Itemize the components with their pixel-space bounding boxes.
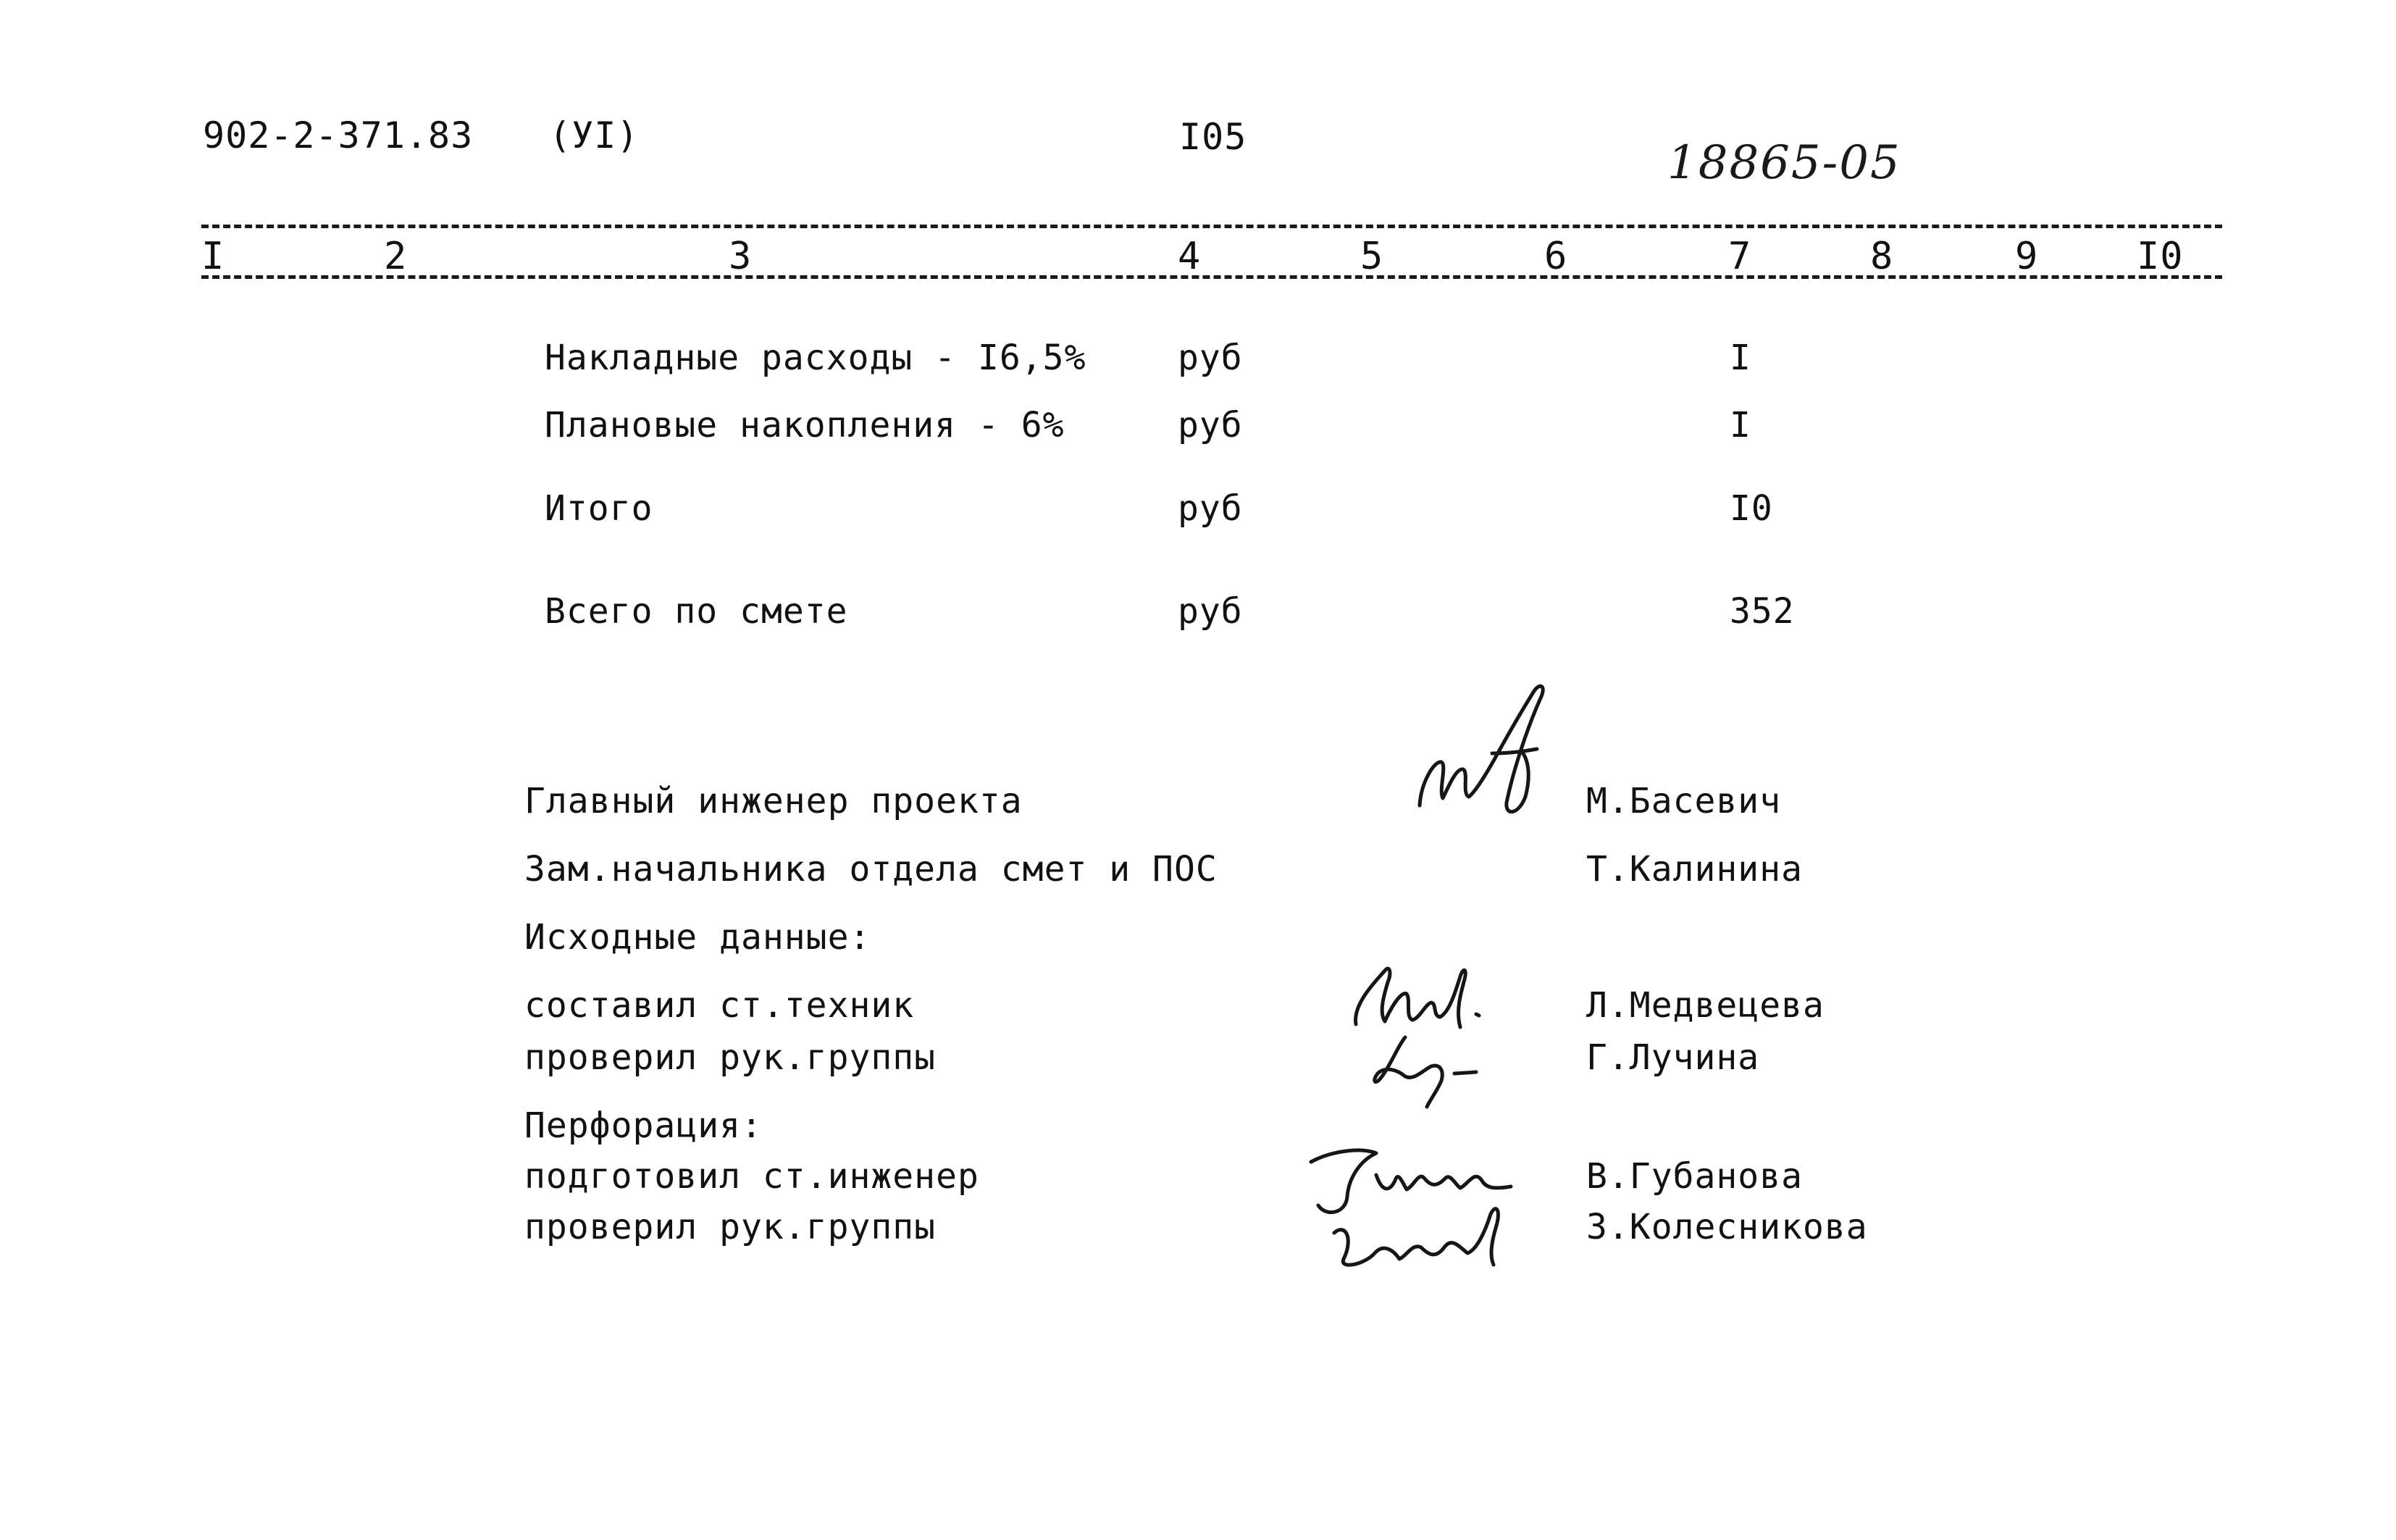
row-label: Итого bbox=[545, 488, 653, 529]
signature-source-kolesnik: Колесник bbox=[2180, 1440, 2249, 1455]
page-number: I05 bbox=[1179, 116, 1247, 158]
signature-luchina bbox=[1362, 1029, 1507, 1108]
signature-gubanova-kolesnikova bbox=[1297, 1137, 1536, 1282]
column-number-3: 3 bbox=[729, 235, 753, 278]
section-heading: Исходные данные: bbox=[524, 917, 871, 958]
signature-role: составил ст.техник bbox=[524, 985, 915, 1026]
signature-role: проверил рук.группы bbox=[524, 1037, 937, 1078]
column-number-4: 4 bbox=[1178, 235, 1202, 278]
signature-name: З.Колесникова bbox=[1586, 1207, 1868, 1247]
handwritten-number: 18865-05 bbox=[1667, 136, 1901, 190]
signature-name: Г.Лучина bbox=[1586, 1037, 1760, 1078]
signature-role: подготовил ст.инженер bbox=[524, 1156, 979, 1197]
signature-name: В.Губанова bbox=[1586, 1156, 1803, 1197]
signature-role: проверил рук.группы bbox=[524, 1207, 937, 1247]
column-number-2: 2 bbox=[384, 235, 408, 278]
signature-name: М.Басевич bbox=[1586, 781, 1782, 821]
row-value: I0 bbox=[1730, 488, 1773, 529]
signature-role: Зам.начальника отдела смет и ПОС bbox=[524, 849, 1218, 890]
signature-basevich bbox=[1405, 681, 1564, 826]
row-unit: руб bbox=[1178, 488, 1243, 529]
doc-code: 902-2-371.83 bbox=[203, 114, 474, 156]
row-label: Всего по смете bbox=[545, 591, 848, 632]
signature-medvetseva bbox=[1347, 958, 1492, 1037]
row-value: 352 bbox=[1730, 591, 1795, 632]
column-number-10: I0 bbox=[2137, 235, 2184, 278]
row-value: I bbox=[1730, 405, 1751, 445]
signature-name: Т.Калинина bbox=[1586, 849, 1803, 890]
section-heading: Перфорация: bbox=[524, 1105, 763, 1146]
dashed-line-top bbox=[201, 225, 2222, 228]
dashed-line-bottom bbox=[201, 275, 2222, 279]
column-number-1: I bbox=[201, 235, 225, 278]
column-number-7: 7 bbox=[1728, 235, 1752, 278]
volume-label: (УI) bbox=[549, 114, 640, 156]
row-unit: руб bbox=[1178, 591, 1243, 632]
row-unit: руб bbox=[1178, 405, 1243, 445]
row-unit: руб bbox=[1178, 338, 1243, 378]
column-number-9: 9 bbox=[2015, 235, 2039, 278]
row-label: Накладные расходы - I6,5% bbox=[545, 338, 1086, 378]
row-value: I bbox=[1730, 338, 1751, 378]
signature-name: Л.Медвецева bbox=[1586, 985, 1825, 1026]
signature-source-gubanova: Губанова bbox=[2064, 1440, 2133, 1455]
column-number-8: 8 bbox=[1870, 235, 1894, 278]
column-number-5: 5 bbox=[1360, 235, 1384, 278]
column-number-6: 6 bbox=[1544, 235, 1568, 278]
signature-role: Главный инженер проекта bbox=[524, 781, 1023, 821]
row-label: Плановые накопления - 6% bbox=[545, 405, 1065, 445]
